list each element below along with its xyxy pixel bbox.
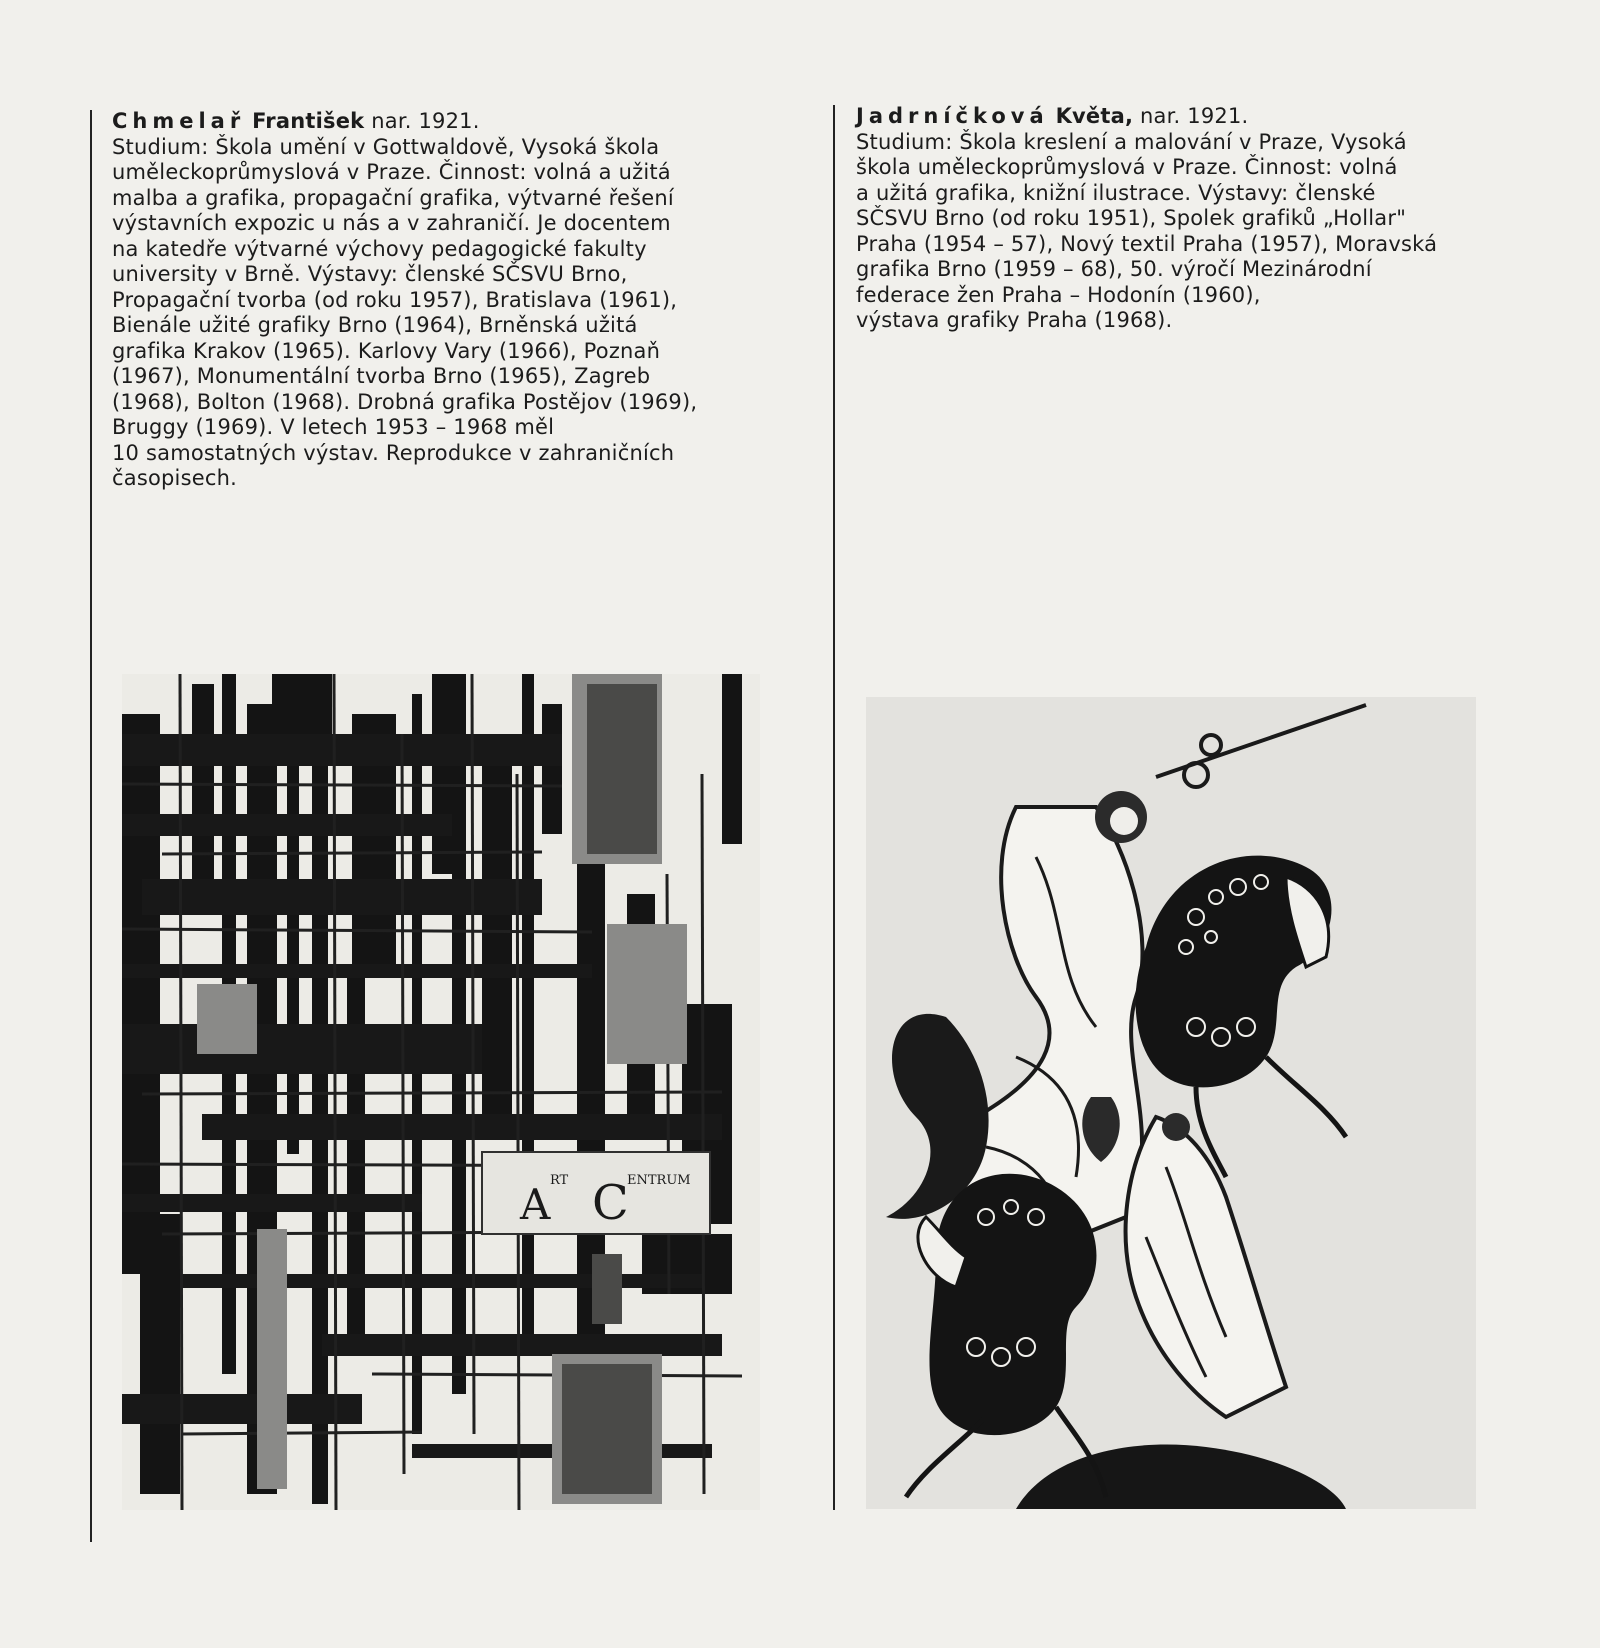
bio-line: (1967), Monumentální tvorba Brno (1965), Zagreb	[112, 364, 651, 388]
bio-line: Bienále užité grafiky Brno (1964), Brněnská užitá	[112, 313, 638, 337]
bio-line: federace žen Praha – Hodonín (1960),	[856, 282, 1261, 307]
artist-surname: Jadrníčková	[856, 104, 1049, 128]
bio-line: university v Brně. Výstavy: členské SČSVU Brno,	[112, 262, 628, 286]
bio-line: (1968), Bolton (1968). Drobná grafika Postějov (1969),	[112, 389, 698, 414]
artist-given-name: František	[252, 109, 365, 133]
artwork-abstract-poster	[122, 674, 760, 1510]
bio-line: SČSVU Brno (od roku 1951), Spolek grafiků „Hollar"	[856, 206, 1407, 230]
column-rule-left	[90, 110, 92, 1542]
bio-line: časopisech.	[112, 466, 237, 490]
bio-line: škola uměleckoprůmyslová v Praze. Činnost: volná	[856, 155, 1398, 179]
bio-line: uměleckoprůmyslová v Praze. Činnost: volná a užitá	[112, 160, 671, 184]
bio-line: Bruggy (1969). V letech 1953 – 1968 měl	[112, 415, 555, 439]
abstract-poster-image	[122, 674, 760, 1510]
bio-line: na katedře výtvarné výchovy pedagogické fakulty	[112, 236, 647, 261]
bio-line: a užitá grafika, knižní ilustrace. Výstavy: členské	[856, 180, 1376, 205]
logo-letter-a: A	[520, 1180, 551, 1229]
logo-word-entrum: ENTRUM	[627, 1173, 691, 1188]
logo-word-rt: RT	[550, 1173, 569, 1188]
artist-given-name: Květa,	[1055, 104, 1134, 128]
riders-illustration-image	[866, 697, 1476, 1509]
bio-line: Studium: Škola umění v Gottwaldově, Vysoká škola	[112, 134, 660, 159]
bio-line: Praha (1954 – 57), Nový textil Praha (1957), Moravská	[856, 231, 1438, 256]
column-rule-middle	[833, 105, 835, 1510]
bio-line: 10 samostatných výstav. Reprodukce v zahraničních	[112, 440, 675, 465]
bio-line: výstavních expozic u nás a v zahraničí. Je docentem	[112, 211, 671, 235]
artist-birth: nar. 1921.	[371, 109, 480, 133]
bio-line: malba a grafika, propagační grafika, výtvarné řešení	[112, 185, 674, 210]
bio-line: Studium: Škola kreslení a malování v Praze, Vysoká	[856, 129, 1407, 154]
biography-jadrnickova	[856, 104, 1466, 334]
artwork-riders-illustration	[866, 697, 1476, 1509]
bio-line: grafika Brno (1959 – 68), 50. výročí Mezinárodní	[856, 257, 1372, 281]
bio-line: výstava grafiky Praha (1968).	[856, 308, 1173, 332]
bio-line: Propagační tvorba (od roku 1957), Bratislava (1961),	[112, 287, 678, 312]
bio-heading	[856, 104, 1466, 130]
bio-heading	[112, 109, 712, 135]
artist-surname: Chmelař	[112, 109, 246, 133]
artist-birth: nar. 1921.	[1140, 104, 1249, 128]
biography-chmelar	[112, 109, 712, 492]
logo-letter-c: C	[592, 1175, 629, 1231]
bio-line: grafika Krakov (1965). Karlovy Vary (1966), Poznaň	[112, 338, 661, 363]
